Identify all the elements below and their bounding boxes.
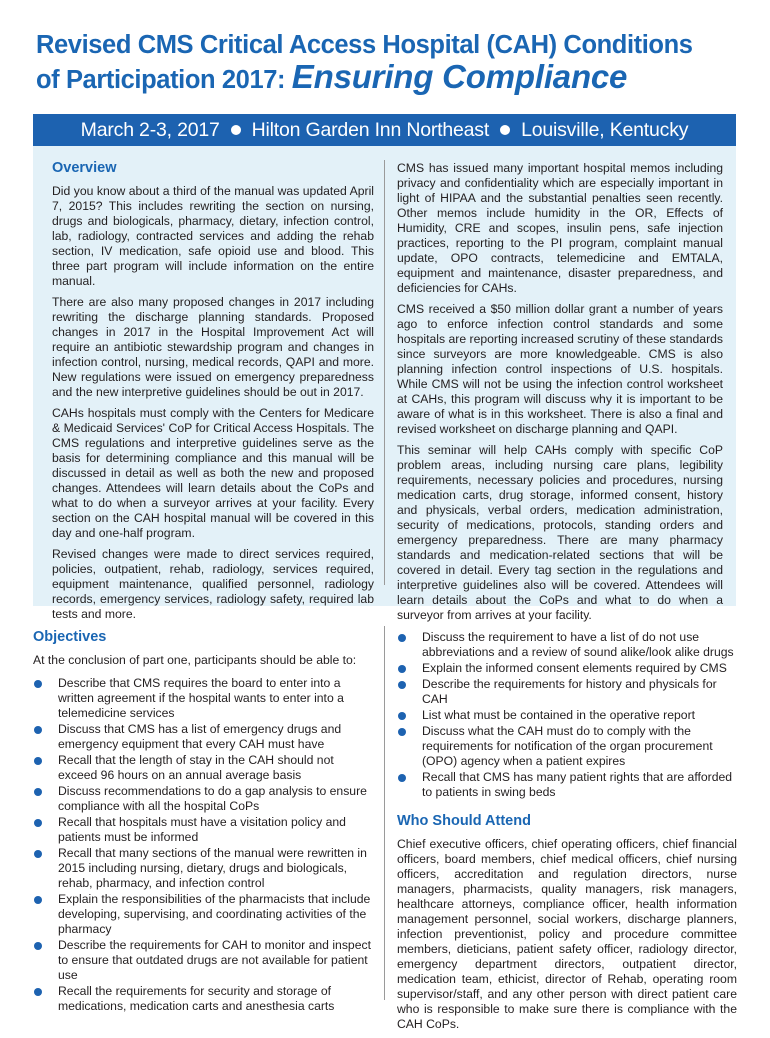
bullet-icon [398,774,406,782]
bullet-icon [398,665,406,673]
list-item [397,661,737,676]
event-banner [33,114,736,146]
column-divider [384,160,385,585]
objective-text: Recall the requirements for security and storage of medications, medication carts and anesthesia carts [58,984,335,1013]
list-item [397,630,737,660]
bullet-icon [398,681,406,689]
overview-heading: Overview [52,160,117,176]
objectives-column [33,630,373,1015]
attend-text: Chief executive officers, chief operating officers, chief financial officers, board members, chief medical officers, chief nursing officers, accreditation and regulation directors, nurse managers, pharmacists, quality managers, risk managers, healthcare attorneys, compliance officer, health information management personnel, social workers, discharge planners, infection preventionist, policy and procedure committee members, dieticians, patient safety officer, radiology director, emergency department directors, outpatient director, medication team, ethicist, director of Rehab, operating room supervisor/staff, and any other person with direct patient care who is responsible to make sure there is compliance with the CAH CoPs. [397,837,737,1031]
objectives-list-continued [397,630,737,800]
list-item [33,938,373,983]
bullet-icon [34,896,42,904]
list-item [397,708,737,723]
list-item [33,753,373,783]
overview-paragraph: Did you know about a third of the manual was updated April 7, 2015? This includes rewriting the section on nursing, drugs and biologicals, pharmacy, dietary, infection control, lab, radiology, contracted services and adding the rehab section, IV medication, safe opioid use and blood. This three part program will include information on the entire manual. [52,184,374,288]
bullet-icon [34,680,42,688]
overview-left-column [52,161,374,628]
list-item [33,722,373,752]
objective-text: Describe the requirements for history and physicals for CAH [422,677,717,706]
list-item [33,815,373,845]
objectives-heading: Objectives [33,629,107,645]
objective-text: Discuss recommendations to do a gap analysis to ensure compliance with all the hospital CoPs [58,784,367,813]
bullet-icon [34,757,42,765]
objectives-list [33,676,373,1014]
list-item [33,676,373,721]
title-line-2-prefix: of Participation 2017: [36,66,292,94]
bullet-icon [34,942,42,950]
objective-text: Discuss what the CAH must do to comply with the requirements for notification of the organ procurement (OPO) agency when a patient expires [422,724,713,768]
list-item [397,677,737,707]
list-item [33,984,373,1014]
overview-paragraph: This seminar will help CAHs comply with specific CoP problem areas, including nursing care plans, legibility requirements, necessary policies and procedures, nursing medication carts, drug storage, informed consent, history and physicals, verbal orders, medication administration, security of medications, protocols, standing orders and emergency preparedness. There are many pharmacy standards and medication-related sections that will be covered in detail. Every tag section in the regulations and interpretive guidelines also will be covered. Attendees will learn details about the CoPs and what to do when a surveyor from arrives at your facility. [397,443,723,622]
overview-paragraph: Revised changes were made to direct services required, policies, outpatient, rehab, radiology, services required, equipment maintenance, qualified personnel, radiology records, emergency services, radiology safety, required lab tests and more. [52,547,374,621]
bullet-icon [398,634,406,642]
bullet-icon [34,850,42,858]
overview-paragraph: CAHs hospitals must comply with the Centers for Medicare & Medicaid Services' CoP for Critical Access Hospitals. The CMS regulations and interpretive guidelines serve as the basis for determining compliance and this manual will be discussed in detail as well as both the new and proposed changes. Attendees will learn details about the CoPs and what to do when a surveyor arrives at your facility. Every section on the CAH hospital manual will be covered in this day and one-half program. [52,406,374,540]
objective-text: Discuss that CMS has a list of emergency drugs and emergency equipment that every CAH must have [58,722,342,751]
bullet-icon [34,988,42,996]
list-item [33,892,373,937]
list-item [397,770,737,800]
bullet-icon [34,726,42,734]
overview-right-column [397,161,723,629]
objectives-intro: At the conclusion of part one, participants should be able to: [33,653,357,667]
overview-paragraph: There are also many proposed changes in 2017 including rewriting the discharge planning standards. Proposed changes in 2017 in the Hospital Improvement Act will require an antibiotic stewardship program and changes in infection control, nursing, medical records, QAPI and more. New regulations were issued on emergency preparedness and the new interpretive guidelines should be out in 2017. [52,295,374,399]
page-title [36,30,756,96]
event-venue: Hilton Garden Inn Northeast [251,118,490,141]
event-date: March 2-3, 2017 [80,118,220,141]
list-item [397,724,737,769]
column-divider [384,626,385,1000]
title-line-1: Revised CMS Critical Access Hospital (CAH) Conditions [36,31,693,59]
overview-paragraph: CMS has issued many important hospital memos including privacy and confidentiality which are especially important in light of HIPAA and the substantial penalties seen recently. Other memos include humidity in the OR, Effects of Humidity, CRE and scopes, insulin pens, safe injection practices, reporting to the PI program, complaint manual update, OPO contracts, telemedicine and EMTALA, equipment and maintenance, disaster preparedness, and deficiencies for CAHs. [397,161,723,295]
bullet-icon [398,712,406,720]
objective-text: Recall that many sections of the manual were rewritten in 2015 including nursing, dietary, drugs and biologicals, rehab, pharmacy, and infection control [58,846,367,890]
bullet-icon [398,728,406,736]
overview-paragraph: CMS received a $50 million dollar grant a number of years ago to enforce infection control standards and some hospitals are reporting increased scrutiny of these standards since surveyors are more knowledgeable. CMS is also planning infection control inspections of U.S. hospitals. While CMS will not be using the infection control worksheet at CAHs, this program will discuss why it is important to be aware of what is in this worksheet. There is also a final and revised worksheet on discharge planning and QAPI. [397,302,723,436]
objective-text: Discuss the requirement to have a list of do not use abbreviations and a review of sound alike/look alike drugs [422,630,734,659]
objective-text: Describe that CMS requires the board to enter into a written agreement if the hospital wants to enter into a telemedicine services [58,676,344,720]
objective-text: Recall that CMS has many patient rights that are afforded to patients in swing beds [422,770,733,799]
bullet-dot-icon [231,125,241,135]
objective-text: Recall that the length of stay in the CAH should not exceed 96 hours on an annual average basis [58,753,334,782]
objective-text: Explain the informed consent elements required by CMS [422,661,727,675]
event-city: Louisville, Kentucky [521,118,689,141]
attend-heading: Who Should Attend [397,813,531,829]
title-line-2 [36,58,756,96]
objective-text: List what must be contained in the operative report [422,708,696,722]
objective-text: Recall that hospitals must have a visitation policy and patients must be informed [58,815,346,844]
list-item [33,784,373,814]
list-item [33,846,373,891]
title-emphasis: Ensuring Compliance [291,58,628,95]
bullet-icon [34,819,42,827]
objective-text: Describe the requirements for CAH to monitor and inspect to ensure that outdated drugs are not available for patient use [58,938,371,982]
bullet-icon [34,788,42,796]
bullet-dot-icon [500,125,510,135]
objectives-right-column [397,630,737,1038]
objective-text: Explain the responsibilities of the pharmacists that include developing, supervising, and coordinating activities of the pharmacy [58,892,371,936]
